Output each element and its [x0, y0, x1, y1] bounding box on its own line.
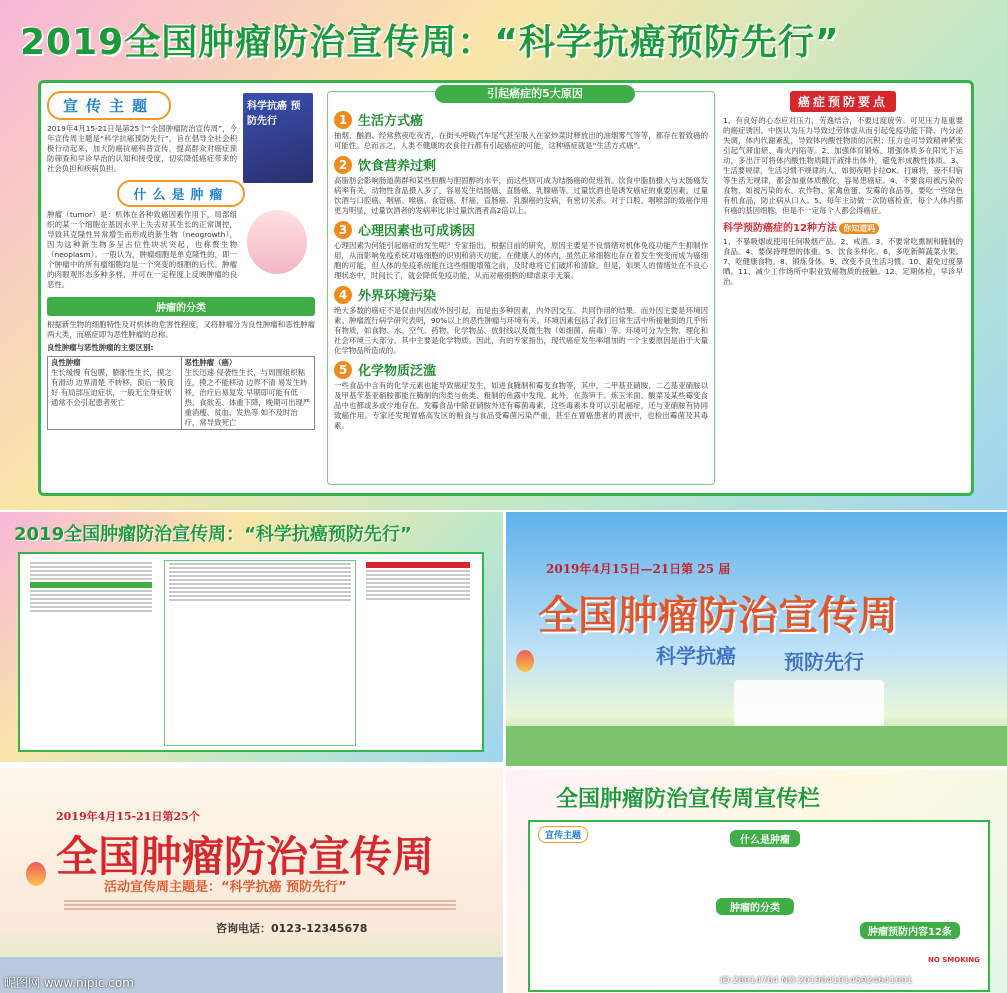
cause-number: 5 — [334, 361, 352, 379]
thumb3-phone: 咨询电话：0123-12345678 — [216, 922, 368, 935]
cause-text: 高脂肪会影响肠道菌群和某些胆酸与胆固醇的水平，而这些则可成为结肠癌的促进剂。饮食中脂肪摄入与大肠癌发病率有关。动物性食品摄入多了，容易发生结肠癌、直肠癌、乳腺癌等。过量饮酒也是诱发癌症的重要因素。过量饮酒与口腔癌、咽癌、喉癌、食管癌、肝癌、直肠癌、乳腺癌的发病，有密切关系。对于口腔、咽喉部的致癌作用更为明显，过量饮酒者的发病率比非过量饮酒者高2倍以上。 — [334, 176, 708, 215]
thumb1-left-text — [26, 560, 156, 744]
cause-number: 1 — [334, 111, 352, 129]
thumb1-middle-text — [164, 560, 356, 746]
malignant-list: 生长迅速 侵袭性生长，与周围组织粘连，摸之不能移动 边界不清 易发生转移，治疗后易复发 早期即可能有低热、食欲差、体重下降，晚期可出现严重消瘦、贫血、发热等 如不及时治疗，常导致死亡 — [184, 368, 311, 427]
prevention-text: 1、有良好的心态应对压力，劳逸结合，不要过度疲劳。可见压力是重要的癌症诱因。中医认为压力导致过劳体虚从而引起免疫功能下降、内分泌失调，体内代谢紊乱，导致体内酸性物质的沉积；压力也可导致精神紧张引起气滞血瘀、毒火内陷等。2、加强体育锻炼，增强体质多在阳光下运动，多出汗可将体内酸性物质随汗液排出体外，避免形成酸性体质。3、生活要规律，生活习惯不规律的人，如彻夜唱卡拉OK、打麻将，夜不归宿等生活无规律，都会加重体质酸化，容易患癌症。4、不要食用被污染的食物，如被污染的水、农作物、家禽鱼蛋，发霉的食品等，要吃一些绿色有机食品，防止病从口入。5、每年主动做一次防癌检查，每个人体内都有癌的基因细胞，但是不一定每个人都会得癌症。 — [723, 116, 963, 215]
benign-list: 生长缓慢 有包膜，膨胀性生长，摸之有滑动 边界清楚 不转移，预后一般良好 有局部压迫症状，一般无全身症状 通常不会引起患者死亡 — [51, 368, 174, 407]
left-column — [47, 91, 315, 485]
thumb4-h3: 肿瘤的分类 — [716, 898, 794, 915]
cause-title: 心理因素也可成诱因 — [358, 224, 476, 239]
cause-section-1 — [334, 110, 708, 129]
cause-number: 3 — [334, 221, 352, 239]
compare-title: 良性肿瘤与恶性肿瘤的主要区别: — [47, 343, 154, 352]
theme-header: 宣传主题 — [47, 91, 171, 120]
thumb3-date: 2019年4月15-21日第25个 — [56, 810, 200, 823]
thumb4-frame — [528, 820, 990, 992]
thumb4-h4: 肿瘤预防内容12条 — [860, 922, 960, 939]
thumbnail-board-mini — [0, 512, 503, 762]
hot-air-balloon-icon — [516, 650, 534, 672]
cause-text: 心理因素为何能引起癌症的发生呢？专家指出，根据目前的研究，原因主要是不良情绪对机体免疫功能产生抑制作用，从而影响免疫系统对癌细胞的识别和消灭功能。在健康人的体内，虽然正常细胞也存在着发生突变而成为癌细胞的可能，但人体的免疫系统能在这些细胞增殖之前，及时地将它们破坏和清除。但是，如果人的情绪处在不良心理状态中，时间长了，就会降低免疫功能，从而对癌细胞的肆虐束手无策。 — [334, 241, 708, 280]
prevention-header: 癌症预防要点 — [790, 91, 896, 112]
causes-column — [327, 91, 715, 485]
cause-title: 生活方式癌 — [358, 114, 424, 129]
methods-text: 1、不暴吸烟或使用任何吸烟产品。2、戒酒。3、不要常吃熏制和腌制的食品。4、要保持理想的体重。5、饮食多样化。6、多吃新鲜蔬菜水果。7、吃健康食物。8、锻炼身体。9、改变不良生活习惯。10、避免过度暴晒。11、减少工作场所中职业致癌物质的接触。12、定期体检，早诊早治。 — [723, 237, 963, 286]
malignant-label: 恶性肿瘤（癌） — [184, 358, 237, 367]
watermark-right: ID:28014764 NO:20190410145924641001 — [720, 976, 913, 986]
hot-air-balloon-icon-2 — [26, 862, 46, 886]
methods-title: 科学预防癌症的12种方法 — [723, 223, 837, 234]
thumb4-h1: 宣传主题 — [538, 826, 588, 843]
doctor-cartoon-image — [247, 210, 307, 274]
main-title: 2019全国肿瘤防治宣传周：“科学抗癌预防先行” — [20, 22, 840, 63]
cause-section-5 — [334, 360, 708, 379]
cause-section-3 — [334, 220, 708, 239]
thumb2-slogan2: 预防先行 — [784, 650, 864, 674]
what-is-tumor-text: 肿瘤（tumor）是：机体在各种致癌因素作用下，局部组织的某一个细胞在基因水平上失去对其生长的正常调控，导致其克隆性异常增生而形成的新生物（neogrowth），因为这种新生物多呈占位性块状突起，也称赘生物（neoplasm）。一般认为，肿瘤细胞是单克隆性的，即一个肿瘤中的所有瘤细胞均是一个突变的细胞的后代。肿瘤的肉眼观形态多种多样，并可在一定程度上反映肿瘤的良恶性。 — [47, 210, 237, 289]
methods-tag: 你知道吗 — [839, 223, 879, 234]
cause-section-4 — [334, 285, 708, 304]
thumbnail-city-banner — [0, 768, 503, 993]
causes-header: 引起癌症的5大原因 — [435, 85, 635, 103]
thumbnail-publicity-board — [506, 770, 1007, 993]
classification-header: 肿瘤的分类 — [47, 297, 315, 316]
right-column — [723, 91, 963, 485]
cause-title: 饮食营养过剩 — [358, 159, 437, 174]
thumb3-title: 全国肿瘤防治宣传周 — [56, 832, 435, 881]
thumb3-desc-lines — [60, 898, 460, 912]
cause-title: 外界环境污染 — [358, 289, 437, 304]
cause-section-2 — [334, 155, 708, 174]
thumb2-title: 全国肿瘤防治宣传周 — [538, 593, 898, 639]
benign-label: 良性肿瘤 — [51, 358, 81, 367]
classification-text: 根据新生物的细胞特性及对机体的危害性程度，又将肿瘤分为良性肿瘤和恶性肿瘤两大类，而癌症即为恶性肿瘤的总称。 — [47, 320, 315, 339]
main-content-frame — [38, 80, 974, 496]
cause-text: 绝大多数的癌症不是仅由内因或外因引起，而是由多种因素，内外因交互、共同作用的结果。而外因主要是环境因素。肿瘤流行病学研究表明，90%以上的恶性肿瘤与环境有关。环境因素包括了我们日常生活中所接触到的几乎所有物质，如食物、水、空气、药物、化学物品、放射线以及微生物（如细菌、病毒）等。环境可分为生物、理化和社会环境三大部分，其中主要是化学物质。因此，有的专家指出，现代癌症发生率增加的一个主要原因是由于大量化学物品所造成的。 — [334, 306, 708, 355]
no-smoking-icon: NO SMOKING — [928, 956, 980, 964]
what-is-tumor-header: 什么是肿瘤 — [117, 180, 244, 207]
theme-intro: 2019年4月15-21日是第25个“全国肿瘤防治宣传周”，今年宣传周主题是“科学抗癌预防先行”，旨在倡导全社会积极行动起来，加大防癌抗癌科普宣传，提高群众对癌症预防筛查和早诊早治的认知和接受度，切实降低癌症带来的社会负担和疾病负担。 — [47, 124, 237, 173]
thumbnail-sky-banner — [506, 512, 1007, 766]
cause-title: 化学物质泛滥 — [358, 364, 437, 379]
cause-text: 一些食品中含有的化学元素也能导致癌症发生，如进食腌制和霉变食物等，其中，二甲基亚硝胺、二乙基亚硝胺以及甲基苄基亚硝胺都能在腌制的肉类与鱼类、粗制的鱼露中发现。此外，在蒸笋干、炼玉米面、酸菜及某些霉变食品中也都或多或少地存在。发霉食品中除亚硝胺外还有霉菌毒素，这些毒素本身可以引起癌症，还与亚硝胺有协同致癌作用。专家还发现胃癌高发区的粮食与食品受霉菌污染严重，甚至在胃癌患者的胃液中，也检出霉菌及其毒素。 — [334, 381, 708, 430]
causes-list — [334, 110, 708, 431]
book-cover-image: 科学抗癌 预防先行 — [243, 93, 313, 183]
thumb1-title: 2019全国肿瘤防治宣传周：“科学抗癌预防先行” — [14, 524, 412, 545]
thumb4-h2: 什么是肿瘤 — [730, 830, 800, 847]
thumb1-right-text — [362, 560, 474, 744]
watermark-left: 昵图网 www.nipic.com — [4, 976, 134, 990]
thumb1-frame — [18, 552, 484, 752]
thumb2-city-skyline — [506, 726, 1007, 766]
thumb2-date: 2019年4月15日—21日第 25 届 — [546, 562, 731, 576]
thumb3-theme: 活动宣传周主题是：“科学抗癌 预防先行” — [104, 880, 347, 895]
cause-number: 4 — [334, 286, 352, 304]
thumb2-slogan1: 科学抗癌 — [656, 644, 736, 668]
cause-text: 抽烟、酗酒、经常熬夜吃夜宵，在街头呼吸汽车尾气甚至吸入在家炒菜时释放出的油烟雾气等等，都存在着致癌的可能性。总而言之，人类不健康的衣食住行都有引起癌症的可能，这种癌症就是“生活方式癌”。 — [334, 131, 708, 150]
thumb4-title: 全国肿瘤防治宣传周宣传栏 — [556, 787, 821, 812]
cause-number: 2 — [334, 156, 352, 174]
